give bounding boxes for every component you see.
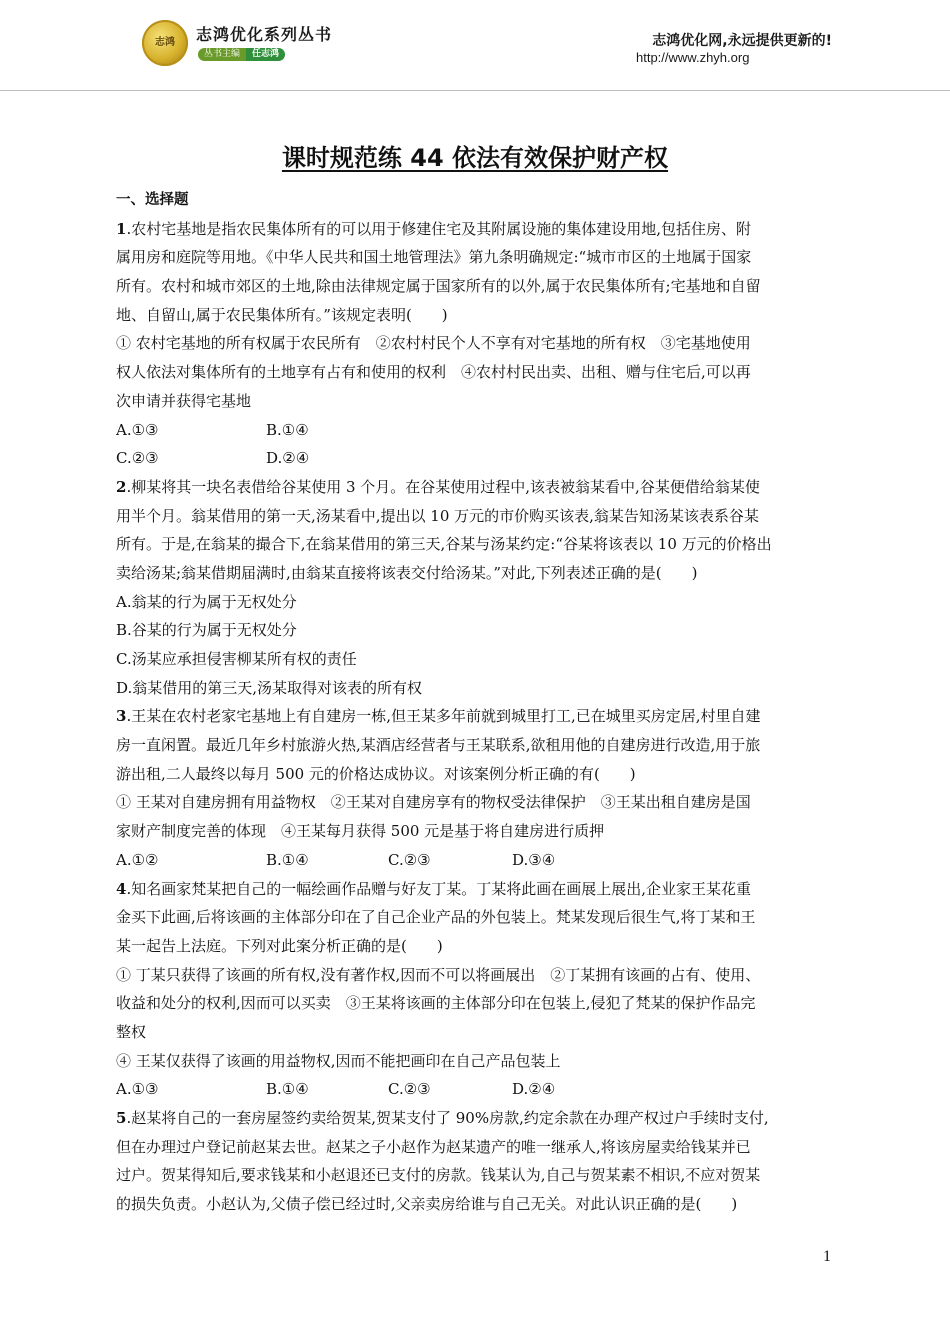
statement-text: 次申请并获得宅基地: [116, 391, 252, 410]
question-line: [116, 1104, 836, 1133]
editor-label: 丛书主编: [198, 48, 246, 61]
statement-text: ① 丁某只获得了该画的所有权,没有著作权,因而不可以将画展出 ②丁某拥有该画的占有、使用、: [116, 965, 761, 984]
header-slogan: 志鸿优化网,永远提供更新的!: [652, 33, 832, 49]
editor-name: 任志鸿: [246, 48, 285, 61]
statement-line: [116, 1047, 836, 1076]
question-text: 的损失负责。小赵认为,父债子偿已经过时,父亲卖房给谁与自己无关。对此认识正确的是( ): [116, 1195, 738, 1214]
option-c[interactable]: C.②③: [116, 449, 159, 468]
question-line: [116, 1161, 836, 1190]
option-c[interactable]: C.②③: [388, 1080, 431, 1099]
statement-text: 收益和处分的权利,因而可以买卖 ③王某将该画的主体部分印在包装上,侵犯了梵某的保护作品完: [116, 994, 756, 1013]
option-d[interactable]: D.②④: [266, 449, 310, 468]
series-title: 志鸿优化系列丛书: [196, 25, 333, 44]
question-line: [116, 272, 836, 301]
question-number: 1: [116, 219, 127, 238]
statement-line: [116, 788, 836, 817]
question-text: .柳某将其一块名表借给谷某使用 3 个月。在谷某使用过程中,该表被翁某看中,谷某便借给翁某使: [126, 477, 760, 496]
question-line: [116, 760, 836, 789]
question-text: .知名画家梵某把自己的一幅绘画作品赠与好友丁某。丁某将此画在画展上展出,企业家王某花重: [126, 879, 751, 898]
answer-options: [116, 846, 836, 875]
question-line: [116, 875, 836, 904]
option-a[interactable]: A.①③: [116, 1080, 159, 1099]
option-b[interactable]: B.①④: [266, 850, 309, 869]
question-text: 所有。农村和城市郊区的土地,除由法律规定属于国家所有的以外,属于农民集体所有;宅基地和自留: [116, 277, 761, 296]
question-text: 地、自留山,属于农民集体所有。”该规定表明( ): [116, 305, 448, 324]
question-text: .赵某将自己的一套房屋签约卖给贺某,贺某支付了 90%房款,约定余款在办理产权过户手续时支付,: [126, 1109, 769, 1127]
question-line: [116, 473, 836, 502]
question-number: 5: [116, 1109, 127, 1127]
statement-line: [116, 961, 836, 990]
option-a[interactable]: A.翁某的行为属于无权处分: [116, 592, 297, 611]
question-line: [116, 1133, 836, 1162]
option-d[interactable]: D.③④: [512, 850, 556, 869]
option-b[interactable]: B.谷某的行为属于无权处分: [116, 621, 297, 640]
question-line: [116, 301, 836, 330]
editor-badge: [198, 48, 285, 62]
option-a[interactable]: A.①②: [116, 850, 159, 869]
statement-line: [116, 329, 836, 358]
question-number: 2: [116, 477, 127, 496]
question-text: 所有。于是,在翁某的撮合下,在翁某借用的第三天,谷某与汤某约定:“谷某将该表以 10 万元的价格出: [116, 535, 772, 554]
statement-text: ④ 王某仅获得了该画的用益物权,因而不能把画印在自己产品包装上: [116, 1051, 561, 1070]
question-text: 房一直闲置。最近几年乡村旅游火热,某酒店经营者与王某联系,欲租用他的自建房进行改造,用于旅: [116, 736, 761, 755]
document-body: [116, 186, 836, 1219]
question-text: 游出租,二人最终以每月 500 元的价格达成协议。对该案例分析正确的有( ): [116, 764, 636, 783]
page-header: [0, 0, 950, 92]
page-number: 1: [823, 1248, 831, 1265]
question-line: [116, 530, 836, 559]
logo-text: 志鸿: [155, 37, 175, 48]
question-text: .王某在农村老家宅基地上有自建房一栋,但王某多年前就到城里打工,已在城里买房定居,村里自建: [126, 707, 761, 726]
section-heading: 一、选择题: [116, 192, 189, 208]
question-line: [116, 215, 836, 244]
answer-options: [116, 1075, 836, 1104]
option-b[interactable]: B.①④: [266, 1080, 309, 1099]
answer-options: [116, 444, 836, 473]
question-text: 属用房和庭院等用地。《中华人民共和国土地管理法》第九条明确规定:“城市市区的土地属于国家: [116, 248, 752, 267]
option-d[interactable]: D.翁某借用的第三天,汤某取得对该表的所有权: [116, 678, 423, 697]
question-line: [116, 1190, 836, 1219]
header-url[interactable]: http://www.zhyh.org: [636, 50, 750, 65]
statement-line: [116, 358, 836, 387]
statement-text: 整权: [116, 1022, 147, 1041]
statement-line: [116, 989, 836, 1018]
question-text: 金买下此画,后将该画的主体部分印在了自己企业产品的外包装上。梵某发现后很生气,将丁某和王: [116, 908, 756, 927]
option-b[interactable]: B.①④: [266, 420, 309, 439]
answer-options: [116, 416, 836, 445]
question-text: 某一起告上法庭。下列对此案分析正确的是( ): [116, 936, 443, 955]
zhihong-logo-seal: [142, 20, 188, 66]
question-line: [116, 731, 836, 760]
question-text: 用半个月。翁某借用的第一天,汤某看中,提出以 10 万元的市价购买该表,翁某告知汤某该表系谷某: [116, 506, 759, 525]
statement-line: [116, 1018, 836, 1047]
question-line: [116, 243, 836, 272]
question-text: 卖给汤某;翁某借期届满时,由翁某直接将该表交付给汤某。”对此,下列表述正确的是( ): [116, 563, 698, 582]
option-a[interactable]: A.①③: [116, 420, 159, 439]
question-line: [116, 932, 836, 961]
question-line: [116, 903, 836, 932]
header-divider: [0, 90, 950, 91]
statement-text: 家财产制度完善的体现 ④王某每月获得 500 元是基于将自建房进行质押: [116, 822, 605, 841]
document-title: 课时规范练 44 依法有效保护财产权: [281, 144, 669, 172]
option-d[interactable]: D.②④: [512, 1080, 556, 1099]
question-text: 但在办理过户登记前赵某去世。赵某之子小赵作为赵某遗产的唯一继承人,将该房屋卖给钱某并已: [116, 1137, 751, 1156]
statement-text: 权人依法对集体所有的土地享有占有和使用的权利 ④农村村民出卖、出租、赠与住宅后,可以再: [116, 363, 751, 382]
statement-line: [116, 387, 836, 416]
question-line: [116, 559, 836, 588]
question-text: 过户。贺某得知后,要求钱某和小赵退还已支付的房款。钱某认为,自己与贺某素不相识,不应对贺某: [116, 1166, 761, 1185]
option-c[interactable]: C.②③: [388, 850, 431, 869]
statement-line: [116, 817, 836, 846]
statement-text: ① 王某对自建房拥有用益物权 ②王某对自建房享有的物权受法律保护 ③王某出租自建房是国: [116, 793, 751, 812]
question-line: [116, 702, 836, 731]
question-line: [116, 502, 836, 531]
question-number: 4: [116, 879, 127, 898]
statement-text: ① 农村宅基地的所有权属于农民所有 ②农村村民个人不享有对宅基地的所有权 ③宅基地使用: [116, 334, 751, 353]
option-c[interactable]: C.汤某应承担侵害柳某所有权的责任: [116, 650, 357, 668]
question-text: .农村宅基地是指农民集体所有的可以用于修建住宅及其附属设施的集体建设用地,包括住房、附: [126, 219, 751, 238]
question-number: 3: [116, 707, 127, 726]
